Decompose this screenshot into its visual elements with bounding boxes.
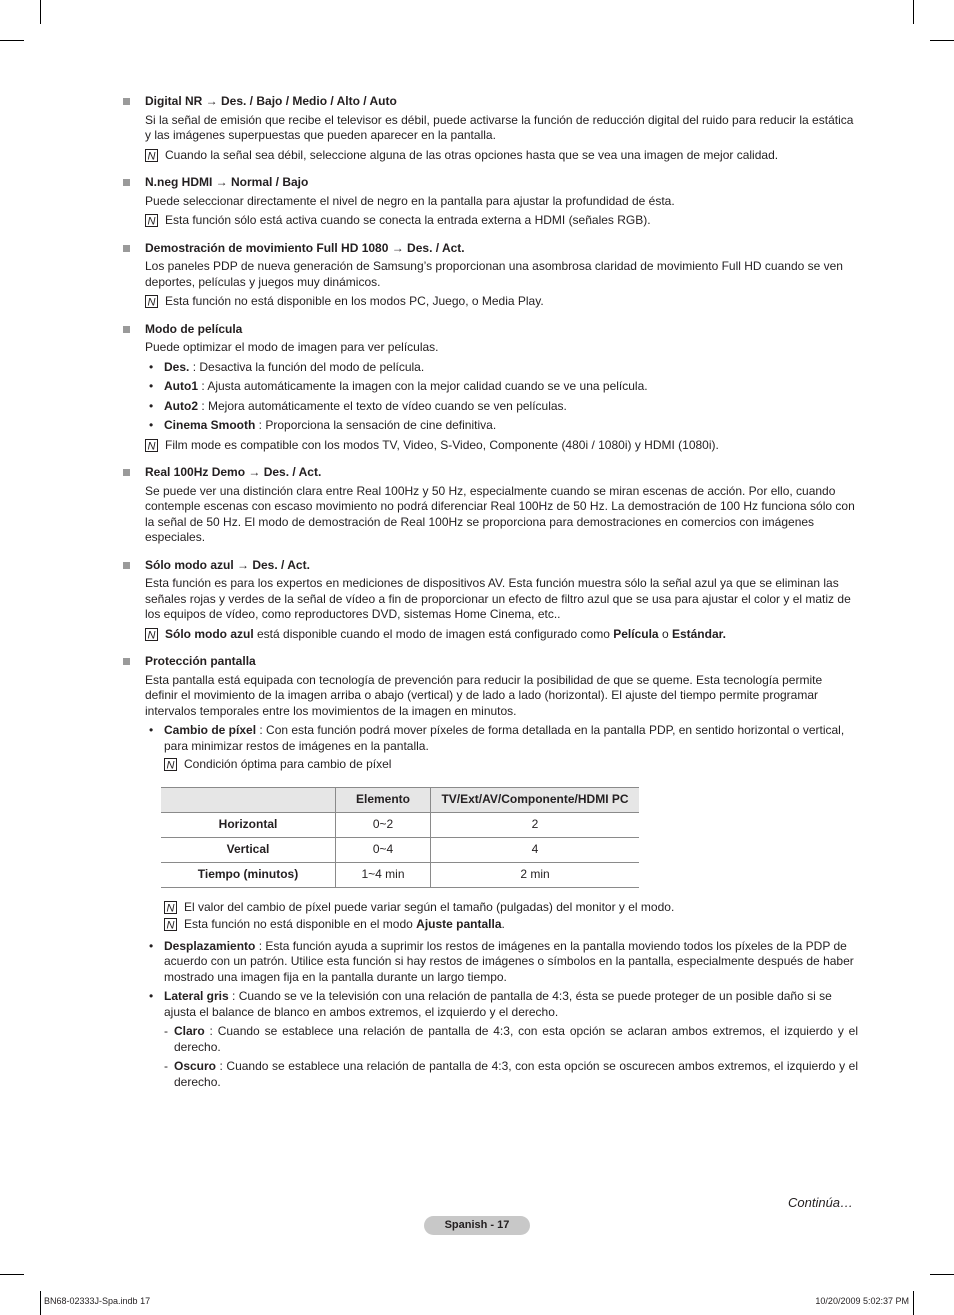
note-text: Condición óptima para cambio de píxel — [184, 757, 392, 771]
note-text: Esta función sólo está activa cuando se conecta la entrada externa a HDMI (señales RGB). — [165, 213, 651, 227]
table-cell: 2 — [431, 812, 640, 837]
note-n-icon — [145, 439, 158, 452]
note — [145, 627, 858, 643]
section-screen-protection — [123, 654, 858, 1090]
section-title-text: Demostración de movimiento Full HD 1080 → Des. / Act. — [145, 240, 465, 255]
note-n-icon — [145, 214, 158, 227]
section-title — [123, 175, 858, 191]
crop-mark — [913, 1291, 914, 1315]
svg-text:N: N — [147, 150, 156, 162]
table-cell: Vertical — [161, 837, 336, 862]
gray-square-icon — [123, 469, 130, 476]
section-text: Si la señal de emisión que recibe el televisor es débil, puede activarse la función de reducción digital del ruido para reducir la estática y las imágenes superpuestas que pueden aparecer en la pantalla. — [145, 112, 854, 142]
bullet-icon: • — [149, 989, 154, 1003]
crop-mark — [40, 1291, 41, 1315]
note-text-bold: Sólo modo azul — [165, 626, 254, 641]
note — [145, 438, 858, 454]
section-text: Los paneles PDP de nueva generación de Samsung’s proporcionan una asombrosa claridad de movimiento Full HD cuando se ven deportes, películas y juegos muy dinámicos. — [145, 259, 843, 289]
page-number-badge: Spanish - 17 — [424, 1216, 530, 1235]
note — [164, 900, 858, 916]
footer-file: BN68-02333J-Spa.indb 17 — [44, 1296, 151, 1306]
table-cell: 2 min — [431, 862, 640, 887]
note-text: El valor del cambio de píxel puede variar según el tamaño (pulgadas) del monitor y el modo. — [184, 899, 675, 914]
section-title-text: Protección pantalla — [145, 654, 256, 668]
sub-item-dark — [164, 1059, 858, 1090]
note-text: o — [658, 626, 672, 641]
section-digital-nr — [123, 94, 858, 163]
section-nneg-hdmi — [123, 175, 858, 229]
gray-square-icon — [123, 245, 130, 252]
item-desc: : Desactiva la función del modo de película. — [189, 359, 425, 374]
crop-mark — [40, 0, 41, 24]
dash-icon: - — [164, 1059, 168, 1073]
note-n-icon — [145, 149, 158, 162]
note-text-bold: Estándar. — [671, 626, 726, 641]
gray-square-icon — [123, 179, 130, 186]
section-blue-only — [123, 558, 858, 643]
table-header-cell: TV/Ext/AV/Componente/HDMI PC — [431, 787, 640, 812]
note-text: . — [501, 917, 505, 931]
section-text: Esta pantalla está equipada con tecnología de prevención para reducir la posibilidad de que se queme. Esta tecnología permite definir el movimiento de la imagen arriba o abajo (vertical) y de lado a lado (horizontal). El ajuste del tiempo permite programar intervalos temporales entre los movimientos de la imagen en minutos. — [145, 672, 823, 718]
note-text: Cuando la señal sea débil, seleccione alguna de las otras opciones hasta que se vea una imagen de mejor calidad. — [165, 147, 779, 162]
section-title — [123, 654, 858, 670]
item-desc: : Cuando se ve la televisión con una relación de pantalla de 4:3, ésta se puede proteger de un posible daño si se ajusta el balance de blanco en ambos extremos, el izquierdo y el derecho. — [164, 989, 832, 1019]
page-content — [123, 94, 858, 1102]
note-text: Esta función no está disponible en los modos PC, Juego, o Media Play. — [165, 294, 544, 308]
bullet-icon: • — [149, 379, 154, 393]
item-term: Lateral gris — [164, 989, 229, 1003]
note-n-icon — [145, 295, 158, 308]
gray-square-icon — [123, 326, 130, 333]
svg-text:N: N — [147, 296, 156, 308]
section-title — [123, 241, 858, 257]
list-item-pixel-shift — [145, 723, 858, 773]
note — [145, 294, 858, 310]
table-header-cell: Elemento — [336, 787, 431, 812]
section-title-text: N.neg HDMI → Normal / Bajo — [145, 175, 309, 189]
item-desc: : Esta función ayuda a suprimir los restos de imágenes en la pantalla moviendo todos los píxeles de la PDP de acuerdo con un patrón. Utilice esta función si hay restos de imágenes o símbolos en la pantalla, especialmente después de haber mostrado una imagen fija en la pantalla durante un largo tiempo. — [164, 938, 854, 984]
item-desc: : Ajusta automáticamente la imagen con la mejor calidad cuando se ve una película. — [198, 379, 648, 393]
item-desc: : Cuando se establece una relación de pantalla de 4:3, con esta opción se aclaran ambos extremos, el izquierdo y el derecho. — [174, 1024, 858, 1054]
dash-icon: - — [164, 1024, 168, 1038]
note-text: Film mode es compatible con los modos TV, Video, S-Video, Componente (480i / 1080i) y HDMI (1080i). — [165, 437, 719, 452]
item-term: Cinema Smooth — [164, 418, 256, 432]
table-cell: 4 — [431, 837, 640, 862]
note-n-icon — [145, 628, 158, 641]
table-cell: Horizontal — [161, 812, 336, 837]
note — [145, 213, 858, 229]
section-title — [123, 94, 858, 110]
crop-mark — [930, 1274, 954, 1275]
item-term: Desplazamiento — [164, 938, 256, 953]
item-term: Auto2 — [164, 398, 198, 413]
table-cell: 1~4 min — [336, 862, 431, 887]
section-title-text: Modo de película — [145, 321, 243, 336]
list-item — [145, 379, 858, 395]
note-n-icon — [164, 901, 177, 914]
table-row — [161, 837, 639, 862]
section-text: Esta función es para los expertos en mediciones de dispositivos AV. Esta función muestra sólo la señal azul ya que se eliminan las señales rojas y verdes de la señal de vídeo a fin de proporcionar un efecto de filtro azul que se usa para ajustar el color y el matiz de los equipos de vídeo, como reproductores DVD, sistemas Home Cinema, etc.. — [145, 576, 851, 621]
footer-date: 10/20/2009 5:02:37 PM — [815, 1296, 909, 1306]
bullet-icon: • — [149, 359, 154, 374]
section-film-mode — [123, 322, 858, 454]
crop-mark — [913, 0, 914, 24]
gray-square-icon — [123, 98, 130, 105]
section-text: Se puede ver una distinción clara entre Real 100Hz y 50 Hz, especialmente cuando se miran escenas de acción. Por ello, cuando contemple escenas con escaso movimiento no podrá diferenciar Real 100Hz de 50 Hz. La demostración de 100 Hz funciona sólo con la señal de 50 Hz. El modo de demostración de Real 100Hz se proporciona para demostraciones en comercios con imágenes especiales. — [145, 483, 855, 544]
crop-mark — [930, 40, 954, 41]
section-title — [123, 465, 858, 481]
section-title — [123, 558, 858, 574]
crop-mark — [0, 1274, 24, 1275]
section-full-hd-demo — [123, 241, 858, 310]
note — [164, 917, 858, 933]
section-text: Puede optimizar el modo de imagen para ver películas. — [145, 340, 439, 354]
gray-square-icon — [123, 562, 130, 569]
bullet-icon: • — [149, 723, 154, 737]
continued-label: Continúa… — [788, 1195, 854, 1210]
svg-text:N: N — [166, 759, 175, 771]
section-real-100hz — [123, 465, 858, 546]
note — [164, 757, 858, 773]
note-text-bold: Ajuste pantalla — [416, 917, 502, 931]
section-title — [123, 322, 858, 338]
svg-text:N: N — [147, 629, 156, 641]
section-title-text: Real 100Hz Demo → Des. / Act. — [145, 465, 322, 479]
section-title-text: Digital NR → Des. / Bajo / Medio / Alto / Auto — [145, 94, 397, 108]
table-row — [161, 812, 639, 837]
sub-item-light — [164, 1024, 858, 1055]
table-header-row — [161, 787, 639, 812]
svg-text:N: N — [166, 919, 175, 931]
section-text: Puede seleccionar directamente el nivel de negro en la pantalla para ajustar la profundidad de ésta. — [145, 193, 675, 208]
item-desc: : Proporciona la sensación de cine definitiva. — [255, 418, 497, 432]
item-term: Des. — [164, 359, 190, 374]
pixel-shift-table — [161, 787, 639, 888]
table-cell: Tiempo (minutos) — [161, 862, 336, 887]
note — [145, 148, 858, 164]
table-header-cell — [161, 787, 336, 812]
list-item-side-gray — [145, 989, 858, 1020]
note-n-icon — [164, 918, 177, 931]
item-term: Oscuro — [174, 1059, 217, 1073]
note-n-icon — [164, 758, 177, 771]
table-cell: 0~2 — [336, 812, 431, 837]
note-text: Esta función no está disponible en el modo — [184, 917, 417, 931]
bullet-icon: • — [149, 398, 154, 413]
table-row — [161, 862, 639, 887]
item-term: Cambio de píxel — [164, 723, 257, 737]
svg-text:N: N — [147, 215, 156, 227]
bullet-icon: • — [149, 938, 154, 953]
list-item — [145, 418, 858, 434]
svg-text:N: N — [166, 902, 175, 914]
bullet-icon: • — [149, 418, 154, 432]
note-text: está disponible cuando el modo de imagen está configurado como — [253, 626, 614, 641]
item-desc: : Con esta función podrá mover píxeles de forma detallada en la pantalla PDP, en sentido horizontal o vertical, para minimizar restos de imágenes en la pantalla. — [164, 723, 845, 753]
gray-square-icon — [123, 658, 130, 665]
item-desc: : Cuando se establece una relación de pantalla de 4:3, con esta opción se oscurecen ambos extremos, el izquierdo y el derecho. — [174, 1059, 858, 1089]
item-desc: : Mejora automáticamente el texto de vídeo cuando se ven películas. — [198, 398, 567, 413]
crop-mark — [0, 40, 24, 41]
list-item — [145, 399, 858, 415]
item-term: Claro — [174, 1024, 205, 1038]
list-item — [145, 360, 858, 376]
item-term: Auto1 — [164, 379, 198, 393]
section-title-text: Sólo modo azul → Des. / Act. — [145, 557, 310, 572]
table-cell: 0~4 — [336, 837, 431, 862]
note-text-bold: Película — [613, 626, 659, 641]
svg-text:N: N — [147, 440, 156, 452]
list-item-scroll — [145, 939, 858, 986]
